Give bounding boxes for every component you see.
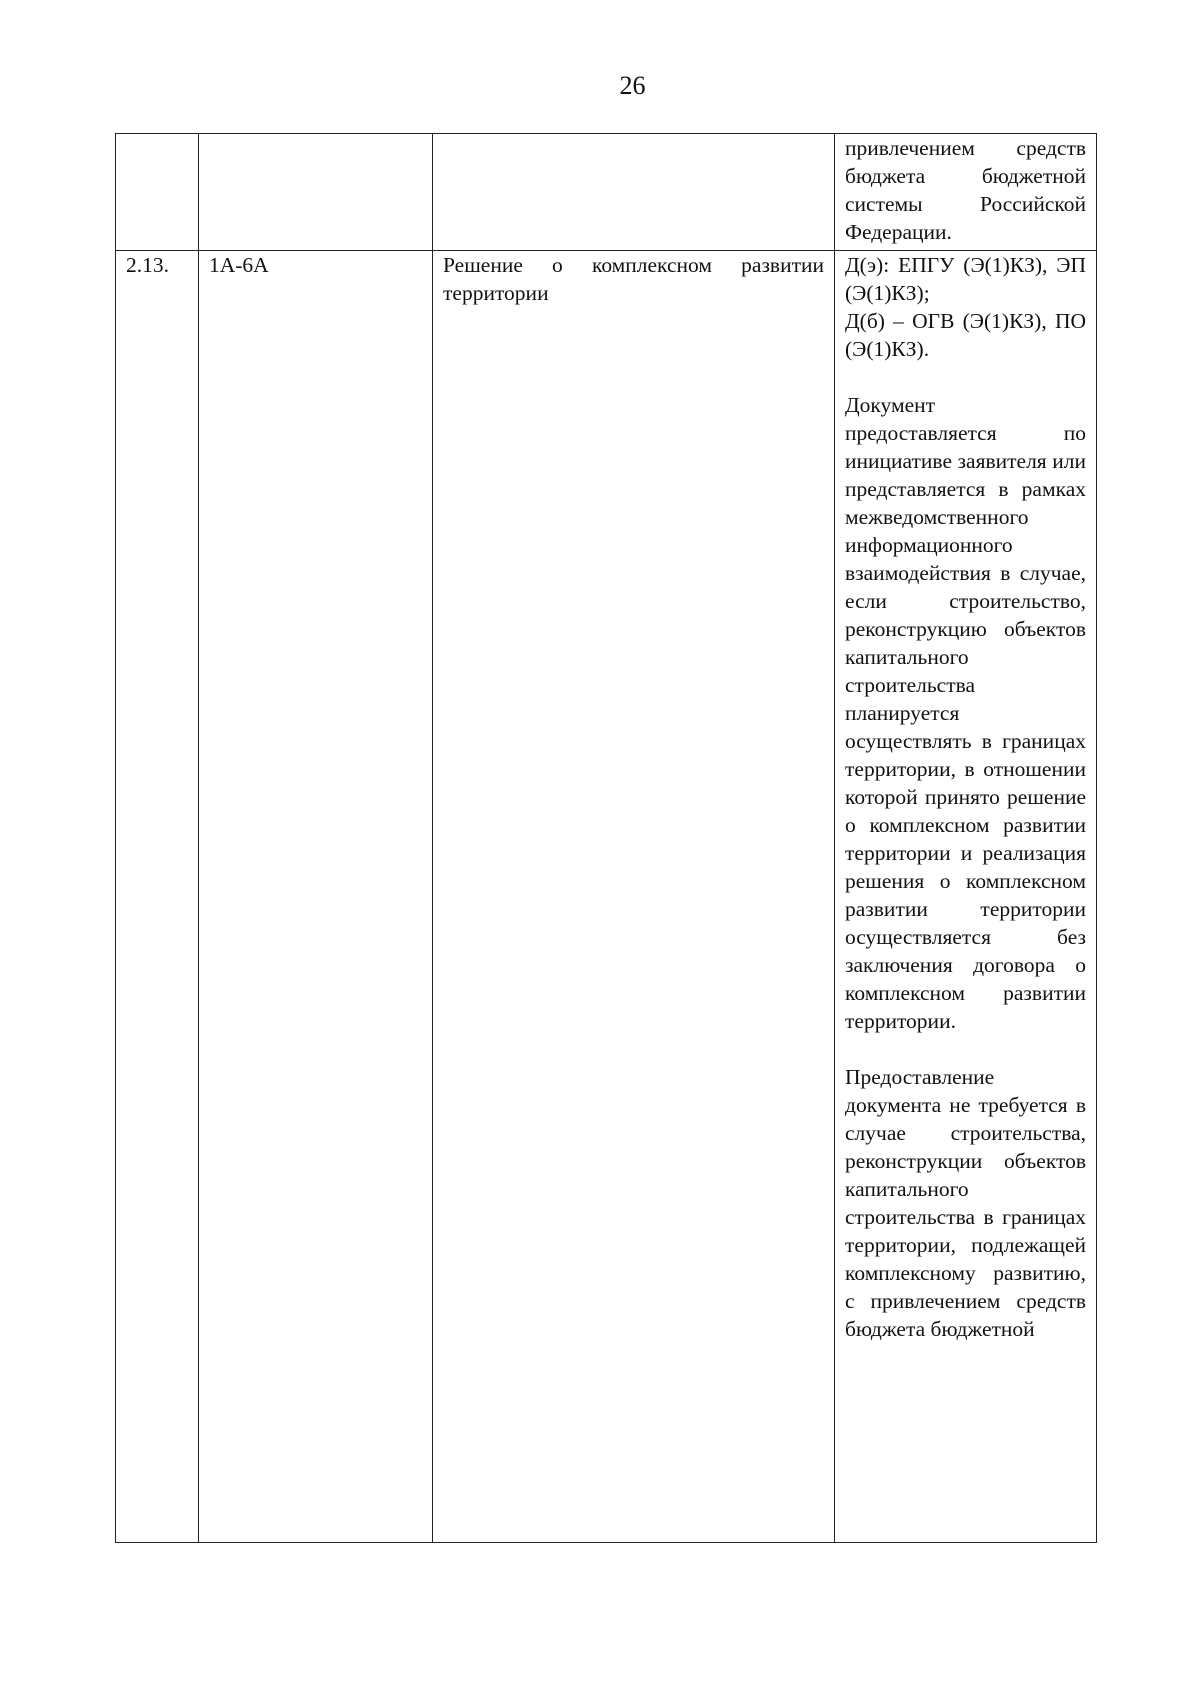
page-number: 26 [619, 71, 646, 100]
notes-paragraph: Д(э): ЕПГУ (Э(1)КЗ), ЭП (Э(1)КЗ); Д(б) – ОГВ (Э(1)КЗ), ПО (Э(1)КЗ). [845, 253, 1086, 361]
notes-paragraph: привлечением средств бюджета бюджетной системы Российской Федерации. [845, 136, 1086, 244]
table-row [116, 134, 1097, 251]
notes-paragraph: Документ предоставляется по инициативе заявителя или представляется в рамках межведомственного информационного взаимодействия в случае, если строительство, реконструкцию объектов капитального строительства планируется осуществлять в границах территории, в отношении которой принято решение о комплексном развитии территории и реализация решения о комплексном развитии территории осуществляется без заключения договора о комплексном развитии территории. [845, 393, 1086, 1033]
document-name-cell: Решение о комплексном развитии территории [433, 251, 835, 1543]
document-name-cell [433, 134, 835, 251]
notes-cell [835, 251, 1097, 1543]
notes-paragraph: Предоставление документа не требуется в случае строительства, реконструкции объектов капитального строительства в границах территории, подлежащей комплексному развитию, с привлечением средств бюджета бюджетной [845, 1065, 1086, 1341]
table-row [116, 251, 1097, 1543]
row-number-cell [116, 134, 199, 251]
notes-cell [835, 134, 1097, 251]
code-cell: 1А-6А [199, 251, 433, 1543]
row-number-cell: 2.13. [116, 251, 199, 1543]
requirements-table [115, 133, 1097, 1543]
code-cell [199, 134, 433, 251]
